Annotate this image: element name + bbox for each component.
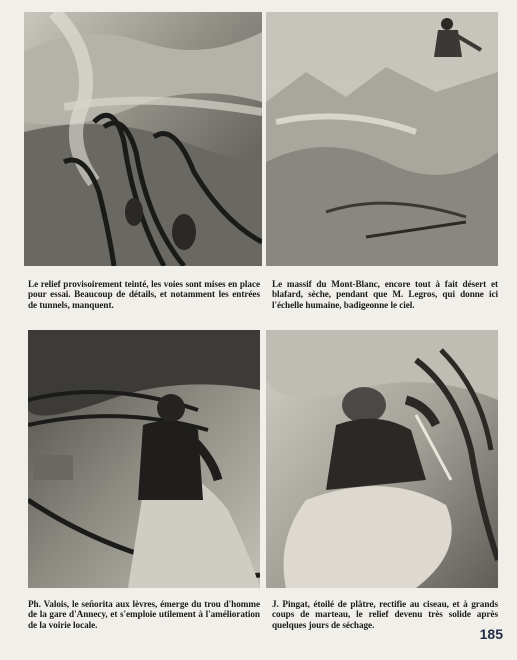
caption-valois: Ph. Valois, le señorita aux lèvres, émerge du trou d'homme de la gare d'Annecy, et s'emploie utilement à l'amélioration de la voirie locale.	[28, 599, 260, 630]
caption-pingat: J. Pingat, étoilé de plâtre, rectifie au ciseau, et à grands coups de marteau, le relief devenu très solide après quelques jours de séchage.	[272, 599, 498, 630]
caption-mont-blanc: Le massif du Mont-Blanc, encore tout à fait désert et blafard, sèche, pendant que M. Legros, qui donne ici l'échelle humaine, badigeonne le ciel.	[272, 279, 498, 310]
page-number: 185	[479, 626, 503, 642]
photo-pingat-chisel	[266, 330, 498, 588]
caption-relief-tracks: Le relief provisoirement teinté, les voies sont mises en place pour essai. Beaucoup de détails, et notamment les entrées de tunnels, manquent.	[28, 279, 260, 310]
photo-mont-blanc-massif	[266, 12, 498, 266]
photo-valois-manhole	[28, 330, 260, 588]
photo-relief-tracks	[24, 12, 262, 266]
